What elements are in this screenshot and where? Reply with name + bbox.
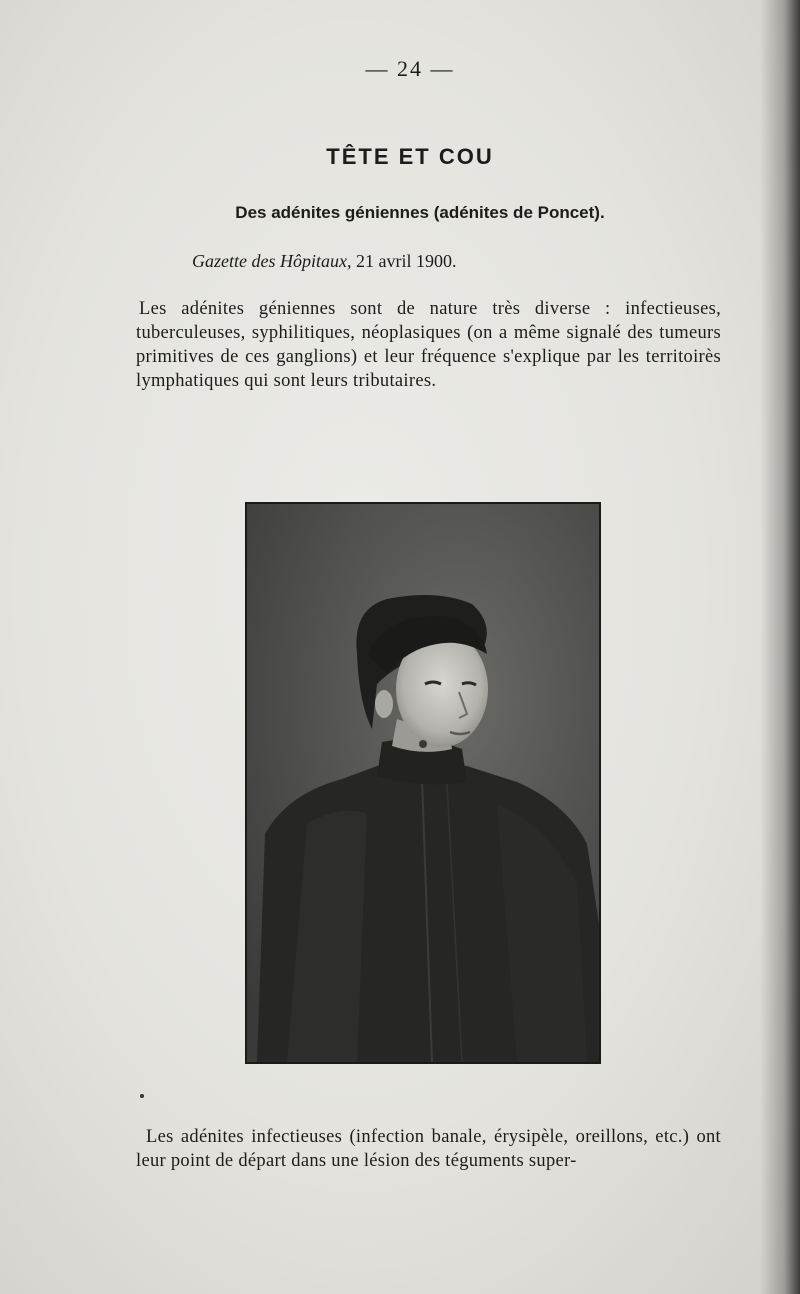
- portrait-illustration: [247, 504, 599, 1062]
- page-edge-shadow: [760, 0, 800, 1294]
- margin-mark: [140, 1094, 144, 1098]
- portrait-photograph: [245, 502, 601, 1064]
- paragraph-1: Les adénites géniennes sont de nature très diverse : infectieuses, tuberculeuses, syphilitiques, néoplasiques (on a même signalé des tumeurs primitives de ces ganglions) et leur fréquence s'explique par les territoirès lymphatiques qui sont leurs tributaires.: [136, 299, 721, 391]
- source-journal: Gazette des Hôpitaux,: [192, 251, 352, 271]
- paragraph-2: Les adénites infectieuses (infection banale, érysipèle, oreillons, etc.) ont leur point de départ dans une lésion des téguments super-: [136, 1127, 721, 1171]
- source-date: 21 avril 1900.: [351, 251, 457, 271]
- article-title: Des adénites géniennes (adénites de Poncet).: [235, 203, 605, 222]
- cheek-mark: [419, 740, 427, 748]
- source-citation: [192, 251, 456, 272]
- section-title: TÊTE ET COU: [326, 144, 494, 169]
- page-number: — 24 —: [365, 56, 455, 81]
